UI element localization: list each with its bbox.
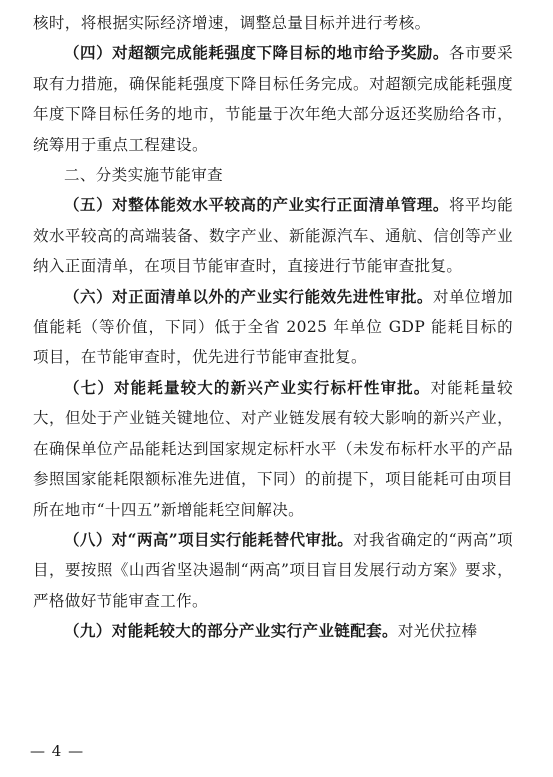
section-heading — [33, 160, 513, 190]
paragraph-lead: （九）对能耗较大的部分产业实行产业链配套。 — [64, 621, 398, 641]
paragraph-text: 核时，将根据实际经济增速，调整总量目标并进行考核。 — [33, 14, 431, 32]
page-number: — 4 — — [30, 742, 85, 760]
paragraph-text: 对单位增加值能耗（等价值，下同）低于全省 2025 年单位 GDP 能耗目标的项目，在节能审查时，优先进行节能审查批复。 — [33, 287, 513, 367]
paragraph-five — [33, 190, 513, 281]
section-heading-text: 二、分类实施节能审查 — [64, 166, 224, 185]
paragraph-eight — [33, 525, 513, 616]
paragraph-four — [33, 38, 513, 160]
paragraph-lead: （七）对能耗量较大的新兴产业实行标杆性审批。 — [64, 377, 431, 397]
paragraph-continuation — [33, 8, 513, 38]
paragraph-lead: （五）对整体能效水平较高的产业实行正面清单管理。 — [64, 195, 449, 215]
paragraph-lead: （四）对超额完成能耗强度下降目标的地市给予奖励。 — [64, 43, 449, 63]
paragraph-text: 对我省确定的“两高”项目，要按照《山西省坚决遏制“两高”项目盲目发展行动方案》要求，严格做好节能审查工作。 — [33, 530, 513, 610]
paragraph-lead: （六）对正面清单以外的产业实行能效先进性审批。 — [64, 286, 433, 306]
paragraph-seven — [33, 373, 513, 525]
paragraph-six — [33, 282, 513, 373]
paragraph-text: 各市要采取有力措施，确保能耗强度下降目标任务完成。对超额完成能耗强度年度下降目标任务的地市，节能量于次年绝大部分返还奖励给各市，统筹用于重点工程建设。 — [33, 44, 513, 154]
paragraph-text: 将平均能效水平较高的高端装备、数字产业、新能源汽车、通航、信创等产业纳入正面清单，在项目节能审查时，直接进行节能审查批复。 — [33, 196, 513, 276]
paragraph-text: 对光伏拉棒 — [397, 622, 478, 641]
paragraph-text: 对能耗量较大，但处于产业链关键地位、对产业链发展有较大影响的新兴产业，在确保单位产品能耗达到国家规定标杆水平（未发布标杆水平的产品参照国家能耗限额标准先进值，下同）的前提下，项目能耗可由项目所在地市“十四五”新增能耗空间解决。 — [33, 378, 513, 519]
paragraph-nine — [33, 616, 513, 646]
paragraph-lead: （八）对“两高”项目实行能耗替代审批。 — [64, 529, 354, 549]
